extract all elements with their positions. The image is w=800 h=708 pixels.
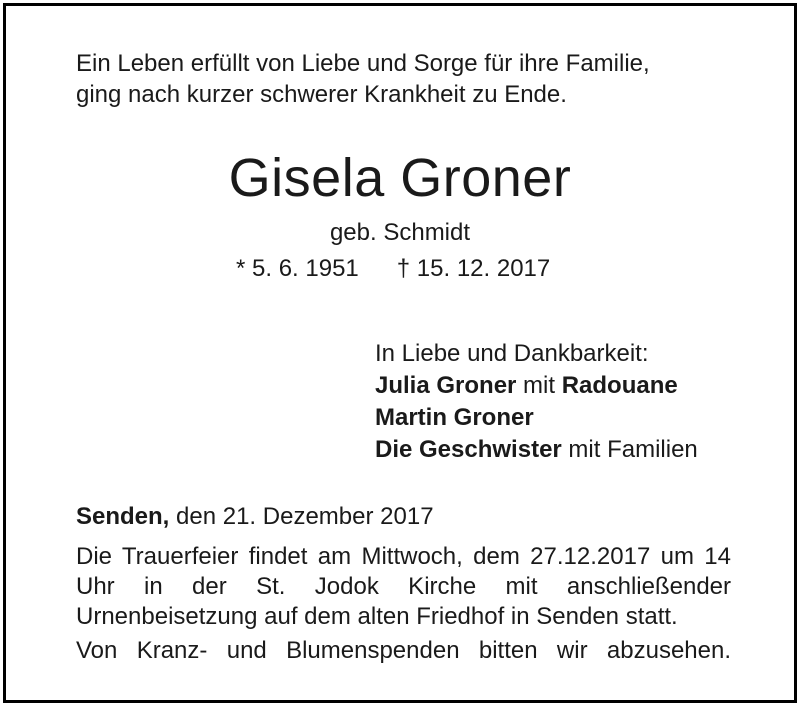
intro-line-2: ging nach kurzer schwerer Krankheit zu Ende. xyxy=(76,81,567,108)
obituary-notice xyxy=(3,3,797,703)
mourner-entry xyxy=(375,402,698,434)
birth-date: * 5. 6. 1951 xyxy=(236,255,359,282)
place-date-line xyxy=(76,502,434,532)
mourner-suffix: mit Familien xyxy=(561,436,698,463)
mourner-name: Julia Groner xyxy=(375,372,517,399)
funeral-info: Die Trauerfeier findet am Mittwoch, dem 27.12.2017 um 14 Uhr in der St. Jodok Kirche mit anschließender Urnenbeisetzung auf dem alten Friedhof in Senden statt. xyxy=(76,543,731,630)
mourners-heading: In Liebe und Dankbarkeit: xyxy=(375,340,649,367)
flower-request: Von Kranz- und Blumenspenden bitten wir abzusehen. xyxy=(76,637,731,664)
intro-line-1: Ein Leben erfüllt von Liebe und Sorge für ihre Familie, xyxy=(76,50,650,77)
mourner-entry xyxy=(375,434,698,466)
deceased-name: Gisela Groner xyxy=(228,148,572,208)
mourner-partner-name: Radouane xyxy=(561,372,678,399)
mourner-name: Die Geschwister xyxy=(375,436,562,463)
intro-text xyxy=(76,48,736,110)
place-name: Senden, xyxy=(76,503,170,530)
mourner-connector: mit xyxy=(516,372,562,399)
death-date: † 15. 12. 2017 xyxy=(396,255,551,282)
mourners-block xyxy=(375,338,698,466)
mourner-name: Martin Groner xyxy=(375,404,534,431)
life-dates xyxy=(236,254,550,284)
notice-date: den 21. Dezember 2017 xyxy=(169,503,434,530)
mourner-entry xyxy=(375,370,698,402)
maiden-name: geb. Schmidt xyxy=(329,219,471,246)
